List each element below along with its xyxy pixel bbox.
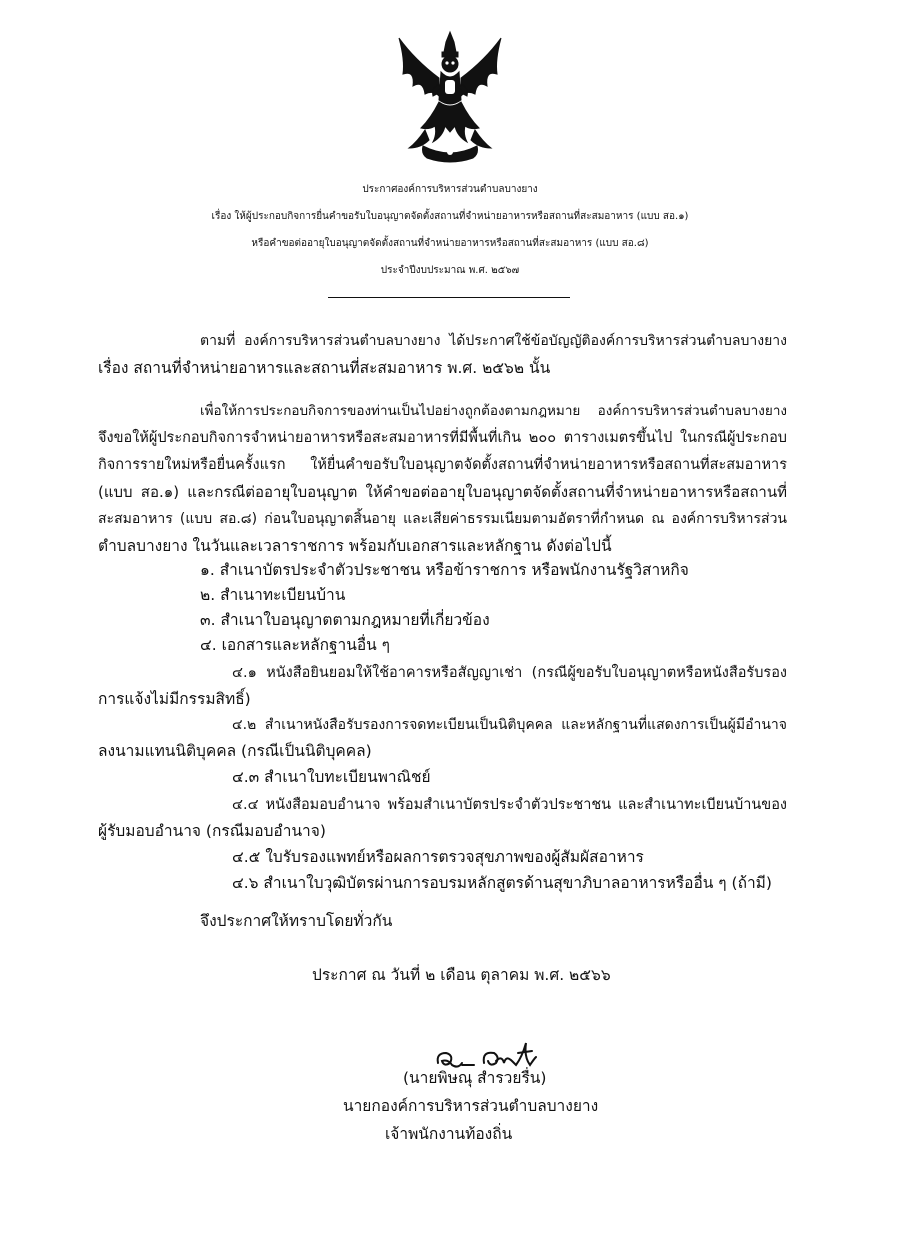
sub-item-4-3: ๔.๓ สำเนาใบทะเบียนพาณิชย์ bbox=[232, 768, 431, 786]
list-item-3: ๓. สำเนาใบอนุญาตตามกฎหมายที่เกี่ยวข้อง bbox=[200, 611, 490, 629]
body-line-1: เพื่อให้การประกอบกิจการของท่านเป็นไปอย่างถูกต้องตามกฎหมาย องค์การบริหารส่วนตำบลบางยาง bbox=[200, 403, 787, 419]
sub-item-4-6: ๔.๖ สำเนาใบวุฒิบัตรผ่านการอบรมหลักสูตรด้านสุขาภิบาลอาหารหรืออื่น ๆ (ถ้ามี) bbox=[232, 874, 772, 892]
list-item-1: ๑. สำเนาบัตรประจำตัวประชาชน หรือข้าราชการ หรือพนักงานรัฐวิสาหกิจ bbox=[200, 561, 689, 579]
sub-item-4-2-cont: ลงนามแทนนิติบุคคล (กรณีเป็นนิติบุคคล) bbox=[98, 742, 372, 760]
list-item-4: ๔. เอกสารและหลักฐานอื่น ๆ bbox=[200, 636, 390, 654]
sub-item-4-5: ๔.๕ ใบรับรองแพทย์หรือผลการตรวจสุขภาพของผู้สัมผัสอาหาร bbox=[232, 848, 644, 866]
intro-line-1: ตามที่ องค์การบริหารส่วนตำบลบางยาง ได้ประกาศใช้ข้อบัญญัติองค์การบริหารส่วนตำบลบางยาง bbox=[200, 333, 787, 349]
sub-item-4-2: ๔.๒ สำเนาหนังสือรับรองการจดทะเบียนเป็นนิติบุคคล และหลักฐานที่แสดงการเป็นผู้มีอำนาจ bbox=[232, 717, 787, 733]
subject-line-2: หรือคำขอต่ออายุใบอนุญาตจัดตั้งสถานที่จำหน่ายอาหารหรือสถานที่สะสมอาหาร (แบบ สอ.๘) bbox=[251, 238, 649, 249]
body-line-6: ตำบลบางยาง ในวันและเวลาราชการ พร้อมกับเอกสารและหลักฐาน ดังต่อไปนี้ bbox=[98, 537, 612, 555]
sub-item-4-4: ๔.๔ หนังสือมอบอำนาจ พร้อมสำเนาบัตรประจำตัวประชาชน และสำเนาทะเบียนบ้านของ bbox=[232, 797, 787, 813]
body-line-5: สะสมอาหาร (แบบ สอ.๘) ก่อนใบอนุญาตสิ้นอายุ และเสียค่าธรรมเนียมตามอัตราที่กำหนด ณ องค์การบริหารส่วน bbox=[98, 511, 787, 527]
sub-item-4-4-cont: ผู้รับมอบอำนาจ (กรณีมอบอำนาจ) bbox=[98, 822, 326, 840]
body-line-4: (แบบ สอ.๑) และกรณีต่ออายุใบอนุญาต ให้คำขอต่ออายุใบอนุญาตจัดตั้งสถานที่จำหน่ายอาหารหรือสถานที่ bbox=[98, 483, 787, 501]
garuda-emblem-icon bbox=[395, 30, 505, 165]
intro-line-2: เรื่อง สถานที่จำหน่ายอาหารและสถานที่สะสมอาหาร พ.ศ. ๒๕๖๒ นั้น bbox=[98, 359, 551, 377]
closing-statement: จึงประกาศให้ทราบโดยทั่วกัน bbox=[200, 912, 393, 930]
sub-item-4-1: ๔.๑ หนังสือยินยอมให้ใช้อาคารหรือสัญญาเช่า (กรณีผู้ขอรับใบอนุญาตหรือหนังสือรับรอง bbox=[232, 665, 787, 681]
signer-name: (นายพิษณุ สำรวยรื่น) bbox=[403, 1069, 547, 1087]
list-item-2: ๒. สำเนาทะเบียนบ้าน bbox=[200, 586, 346, 604]
body-line-2: จึงขอให้ผู้ประกอบกิจการจำหน่ายอาหารหรือสะสมอาหารที่มีพื้นที่เกิน ๒๐๐ ตารางเมตรขึ้นไป ในกรณีผู้ประกอบ bbox=[98, 430, 787, 446]
signer-position: นายกองค์การบริหารส่วนตำบลบางยาง bbox=[343, 1097, 599, 1115]
fiscal-year: ประจำปีงบประมาณ พ.ศ. ๒๕๖๗ bbox=[380, 265, 520, 276]
divider-line bbox=[328, 297, 570, 298]
subject-line-1: เรื่อง ให้ผู้ประกอบกิจการยื่นคำขอรับใบอนุญาตจัดตั้งสถานที่จำหน่ายอาหารหรือสถานที่สะสมอาหาร (แบบ สอ.๑) bbox=[211, 211, 689, 222]
sub-item-4-1-cont: การแจ้งไม่มีกรรมสิทธิ์) bbox=[98, 690, 251, 708]
signer-role: เจ้าพนักงานท้องถิ่น bbox=[385, 1125, 513, 1143]
announcement-date: ประกาศ ณ วันที่ ๒ เดือน ตุลาคม พ.ศ. ๒๕๖๖ bbox=[312, 966, 611, 984]
announcement-title: ประกาศองค์การบริหารส่วนตำบลบางยาง bbox=[362, 184, 538, 195]
body-line-3: กิจการรายใหม่หรือยื่นครั้งแรก ให้ยื่นคำขอรับใบอนุญาตจัดตั้งสถานที่จำหน่ายอาหารหรือสถานที่สะสมอาหาร bbox=[98, 457, 787, 473]
